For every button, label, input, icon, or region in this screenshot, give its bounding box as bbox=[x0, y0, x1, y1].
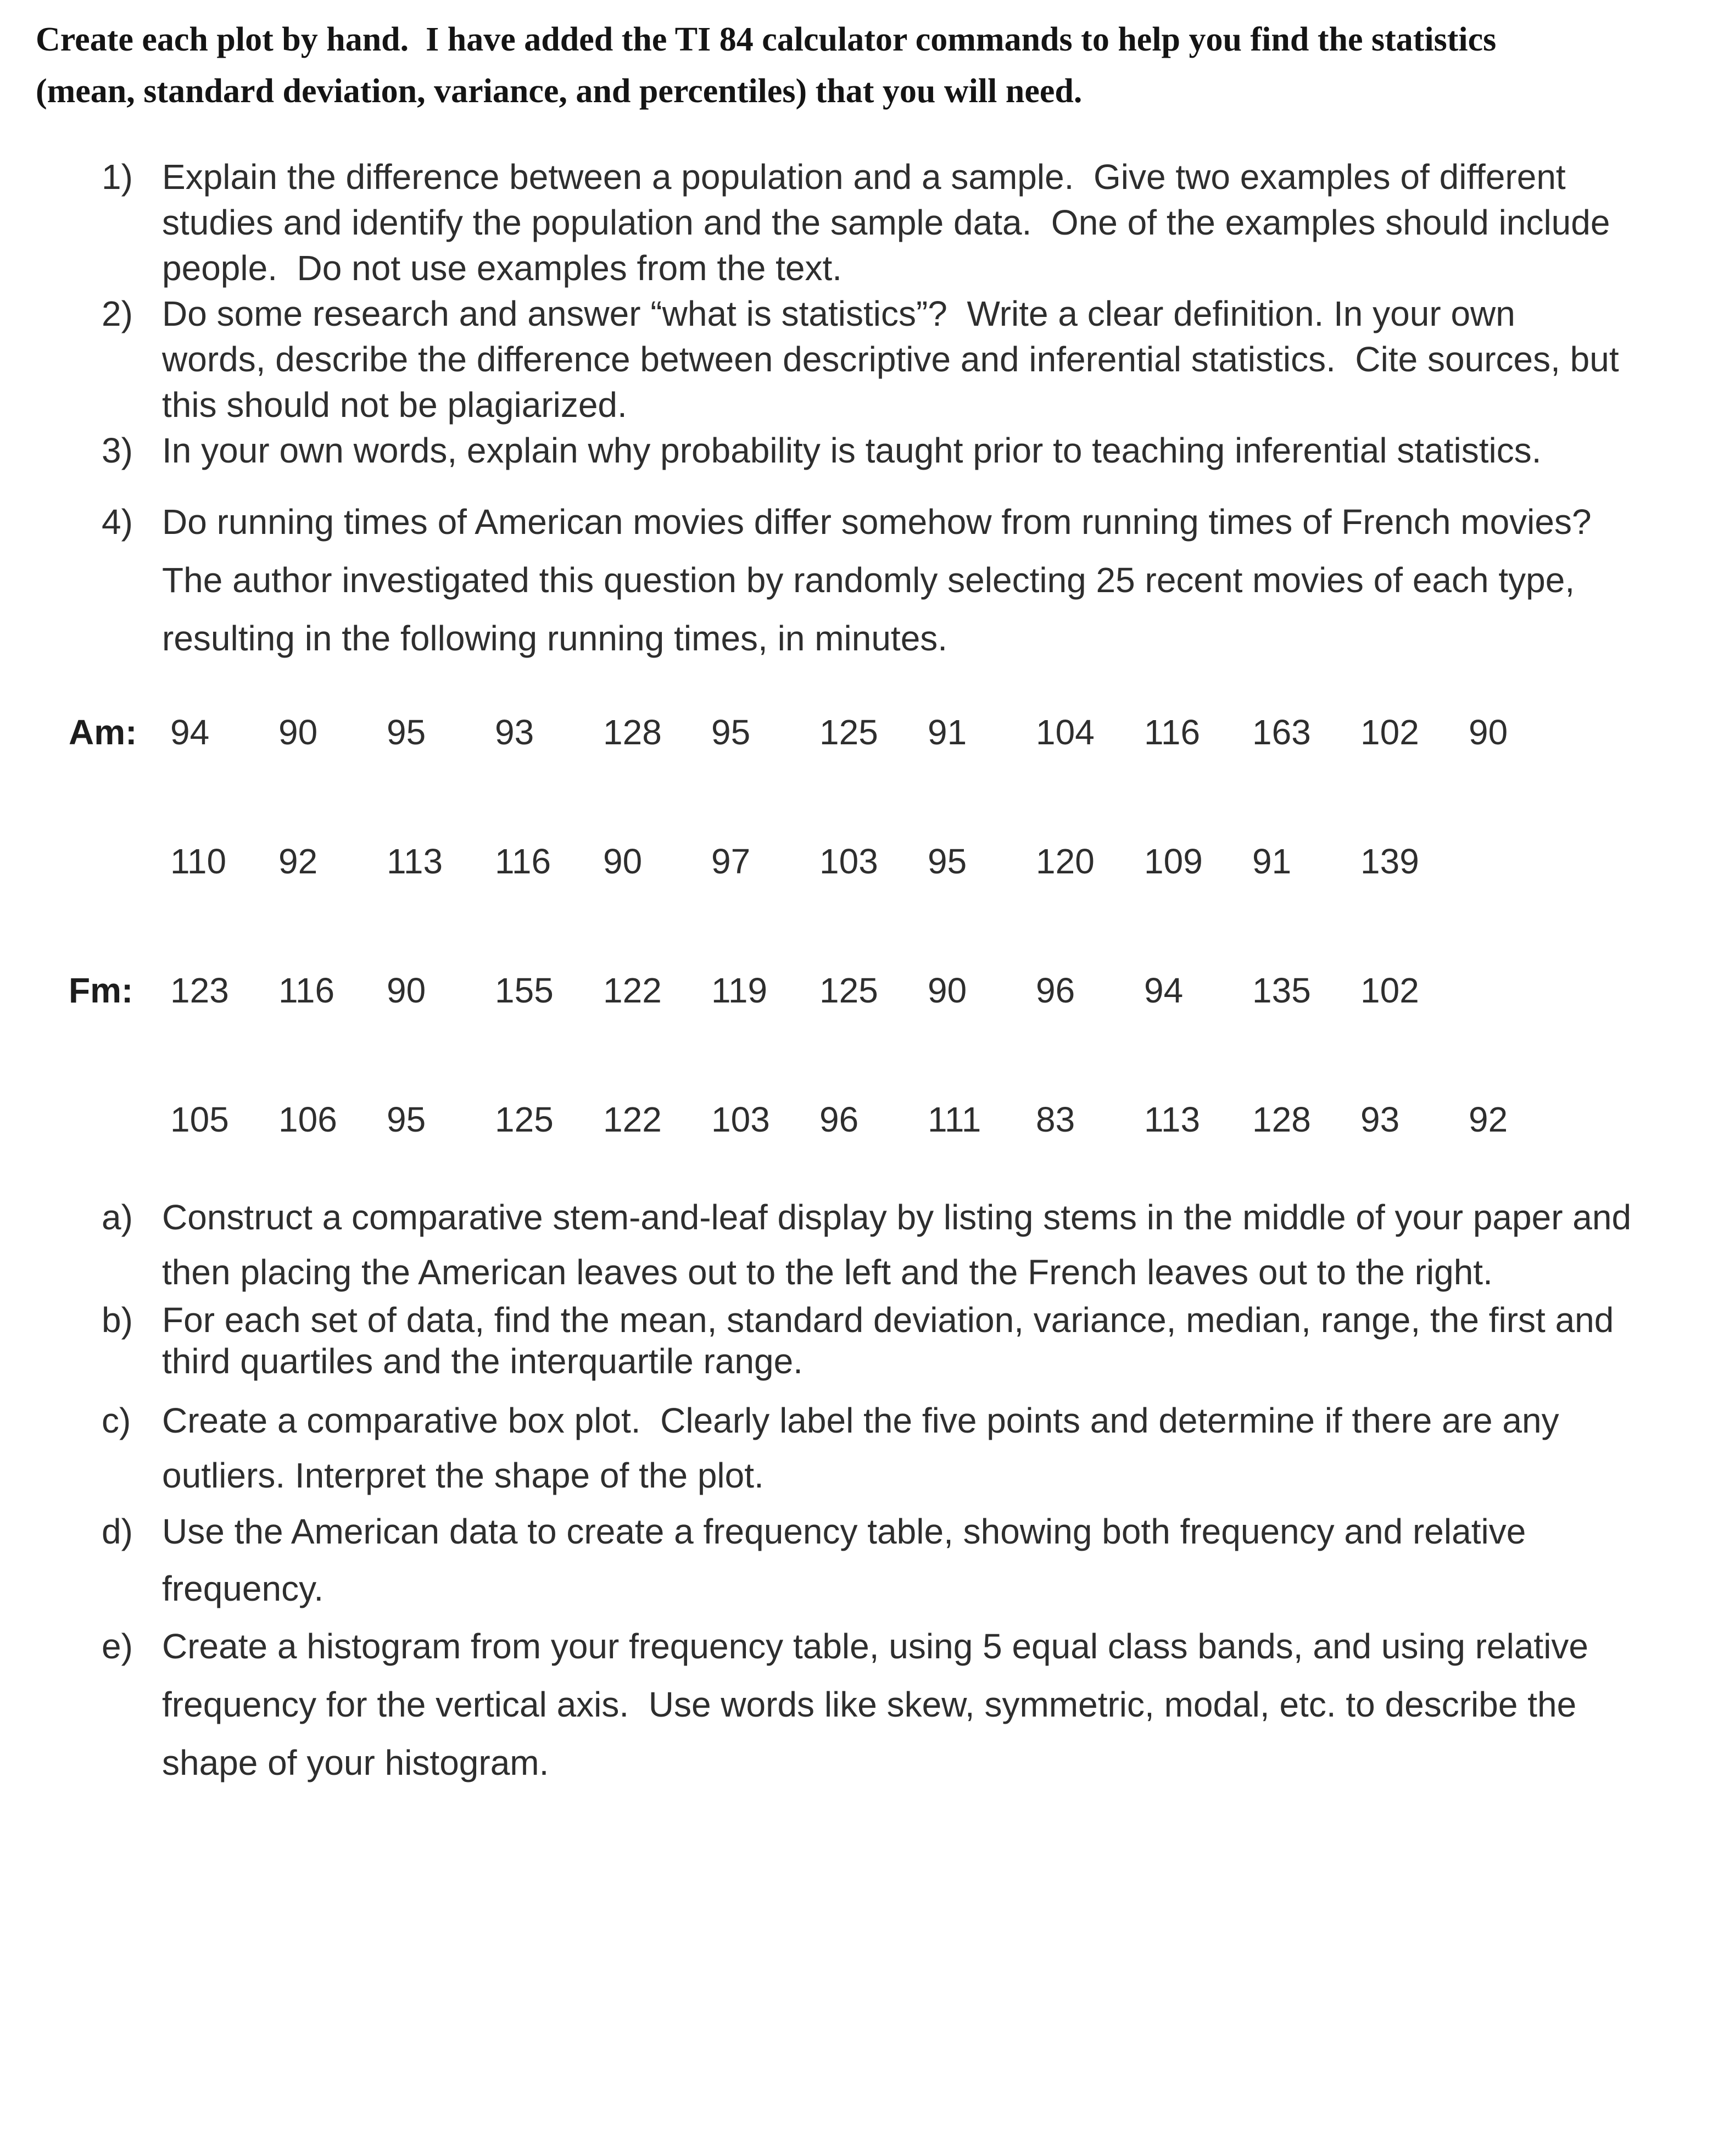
running-time-value: 103 bbox=[711, 1100, 770, 1139]
french-label-spacer bbox=[69, 1101, 170, 1138]
american-times-row-2 bbox=[69, 843, 1735, 879]
running-time-value: 113 bbox=[387, 842, 443, 881]
running-time-value: 116 bbox=[1144, 712, 1201, 752]
running-time-value: 139 bbox=[1360, 842, 1419, 881]
question-1-number: 1) bbox=[102, 157, 133, 197]
subquestion-b-letter: b) bbox=[102, 1300, 133, 1340]
running-time-value: 95 bbox=[387, 1100, 426, 1139]
running-time-value: 125 bbox=[819, 712, 878, 752]
running-time-value: 94 bbox=[1144, 971, 1184, 1010]
running-times-data bbox=[69, 714, 1735, 1138]
running-time-value: 109 bbox=[1144, 842, 1203, 881]
subquestion-c bbox=[102, 1393, 1735, 1503]
question-2-number: 2) bbox=[102, 294, 133, 333]
running-time-value: 93 bbox=[1360, 1100, 1400, 1139]
subquestion-d bbox=[102, 1503, 1735, 1617]
running-time-value: 105 bbox=[170, 1100, 229, 1139]
question-2 bbox=[102, 291, 1735, 428]
question-1-text: Explain the difference between a population and a sample. Give two examples of different studies and identify the population and the sample data. One of the examples should include people. Do not use examples from the text. bbox=[162, 157, 1620, 288]
running-time-value: 119 bbox=[711, 971, 768, 1010]
subquestion-b bbox=[102, 1300, 1735, 1382]
french-times-row-1 bbox=[69, 972, 1735, 1009]
running-time-value: 96 bbox=[819, 1100, 859, 1139]
running-time-value: 110 bbox=[170, 842, 227, 881]
running-time-value: 113 bbox=[1144, 1100, 1201, 1139]
subquestion-e-text: Create a histogram from your frequency table, using 5 equal class bands, and using relative frequency for the vertical axis. Use words like skew, symmetric, modal, etc. to describe the shape of your histogram. bbox=[162, 1626, 1598, 1782]
subquestion-c-text: Create a comparative box plot. Clearly label the five points and determine if there are any outliers. Interpret the shape of the plot. bbox=[162, 1401, 1569, 1495]
running-time-value: 155 bbox=[495, 971, 554, 1010]
running-time-value: 111 bbox=[928, 1100, 981, 1139]
question-3-number: 3) bbox=[102, 431, 133, 470]
running-time-value: 95 bbox=[387, 712, 426, 752]
running-time-value: 102 bbox=[1360, 712, 1419, 752]
subquestion-list bbox=[0, 1190, 1735, 1792]
running-time-value: 95 bbox=[711, 712, 751, 752]
running-time-value: 163 bbox=[1252, 712, 1311, 752]
running-time-value: 125 bbox=[819, 971, 878, 1010]
american-times-row-1 bbox=[69, 714, 1735, 750]
french-label: Fm: bbox=[69, 971, 133, 1010]
subquestion-d-letter: d) bbox=[102, 1512, 133, 1551]
subquestion-a bbox=[102, 1190, 1735, 1300]
question-4-text: Do running times of American movies differ somehow from running times of French movies? The author investigated this question by randomly selecting 25 recent movies of each type, resulting in the following running times, in minutes. bbox=[162, 502, 1601, 658]
running-time-value: 95 bbox=[928, 842, 967, 881]
question-3 bbox=[102, 428, 1735, 473]
question-list bbox=[0, 154, 1735, 667]
question-4-number: 4) bbox=[102, 502, 133, 542]
running-time-value: 97 bbox=[711, 842, 751, 881]
french-times-values-2 bbox=[170, 1101, 1577, 1138]
running-time-value: 123 bbox=[170, 971, 229, 1010]
running-time-value: 135 bbox=[1252, 971, 1311, 1010]
subquestion-a-letter: a) bbox=[102, 1197, 133, 1237]
running-time-value: 91 bbox=[1252, 842, 1292, 881]
question-3-text: In your own words, explain why probability is taught prior to teaching inferential statistics. bbox=[162, 431, 1542, 470]
question-2-text: Do some research and answer “what is statistics”? Write a clear definition. In your own words, describe the difference between descriptive and inferential statistics. Cite sources, but this should not be plagiarized. bbox=[162, 294, 1629, 425]
subquestion-d-text: Use the American data to create a frequency table, showing both frequency and relative frequency. bbox=[162, 1512, 1536, 1608]
running-time-value: 106 bbox=[278, 1100, 337, 1139]
subquestion-c-letter: c) bbox=[102, 1401, 131, 1440]
running-time-value: 116 bbox=[278, 971, 335, 1010]
running-time-value: 96 bbox=[1036, 971, 1075, 1010]
running-time-value: 104 bbox=[1036, 712, 1095, 752]
subquestion-e bbox=[102, 1617, 1735, 1792]
question-4 bbox=[102, 493, 1735, 667]
running-time-value: 122 bbox=[603, 971, 662, 1010]
running-time-value: 94 bbox=[170, 712, 210, 752]
running-time-value: 128 bbox=[603, 712, 662, 752]
running-time-value: 128 bbox=[1252, 1100, 1311, 1139]
running-time-value: 90 bbox=[387, 971, 426, 1010]
running-time-value: 90 bbox=[1469, 712, 1508, 752]
running-time-value: 92 bbox=[278, 842, 318, 881]
running-time-value: 90 bbox=[278, 712, 318, 752]
american-label: Am: bbox=[69, 712, 137, 752]
question-1 bbox=[102, 154, 1735, 291]
running-time-value: 92 bbox=[1469, 1100, 1508, 1139]
american-times-values-1 bbox=[170, 714, 1577, 750]
running-time-value: 91 bbox=[928, 712, 967, 752]
running-time-value: 122 bbox=[603, 1100, 662, 1139]
running-time-value: 93 bbox=[495, 712, 534, 752]
american-times-values-2 bbox=[170, 843, 1469, 879]
american-label-spacer bbox=[69, 843, 170, 879]
running-time-value: 102 bbox=[1360, 971, 1419, 1010]
running-time-value: 83 bbox=[1036, 1100, 1075, 1139]
running-time-value: 125 bbox=[495, 1100, 554, 1139]
french-times-row-2 bbox=[69, 1101, 1735, 1138]
french-times-values-1 bbox=[170, 972, 1469, 1009]
running-time-value: 90 bbox=[928, 971, 967, 1010]
running-time-value: 90 bbox=[603, 842, 643, 881]
running-time-value: 103 bbox=[819, 842, 878, 881]
subquestion-b-text: For each set of data, find the mean, standard deviation, variance, median, range, the first and third quartiles and the interquartile range. bbox=[162, 1300, 1624, 1381]
subquestion-a-text: Construct a comparative stem-and-leaf display by listing stems in the middle of your paper and then placing the American leaves out to the left and the French leaves out to the right. bbox=[162, 1197, 1641, 1292]
subquestion-e-letter: e) bbox=[102, 1626, 133, 1666]
running-time-value: 120 bbox=[1036, 842, 1095, 881]
running-time-value: 116 bbox=[495, 842, 551, 881]
instructions-header: Create each plot by hand. I have added the TI 84 calculator commands to help you find the statistics (mean, standard deviation, variance, and percentiles) that you will need. bbox=[36, 21, 1505, 110]
